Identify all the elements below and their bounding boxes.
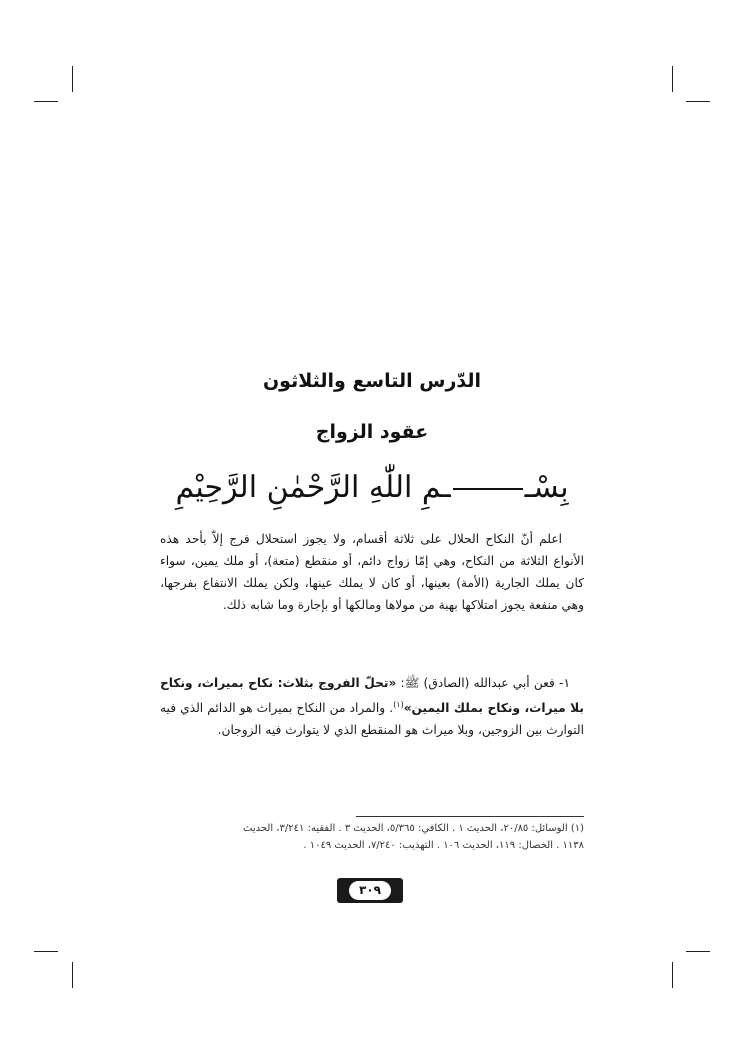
basmala-stretch-line [453,488,523,490]
body-paragraph-2 [160,672,584,741]
hadith-quote: «تحلّ الفروج بثلاث: نكاح بميراث، ونكاح بلا ميراث، ونكاح بملك اليمين» [160,676,584,716]
footnote [150,820,584,854]
crop-mark-bottom-right-vertical [672,962,673,988]
crop-mark-top-left-vertical [72,66,73,92]
footnote-separator [356,816,584,817]
crop-mark-bottom-left-vertical [72,962,73,988]
lesson-subtitle: عقود الزواج [315,421,429,443]
crop-mark-bottom-left-horizontal [34,951,58,952]
crop-mark-top-right-vertical [672,66,673,92]
basmala-end: ـمِ اللّٰهِ الرَّحْمٰنِ الرَّحِيْمِ [175,470,451,505]
crop-mark-top-right-horizontal [686,101,710,102]
page-number: ٣٠٩ [349,881,391,900]
body-paragraph-1: اعلم أنّ النكاح الحلال على ثلاثة أقسام، ولا يجوز استحلال فرج إلاّ بأحد هذه الأنواع الثلاثة من النكاح، وهي إمّا زواج دائم، أو منقطع (متعة)، أو ملك يمين، سواء كان يملك الجارية (الأمة) بعينها، أو كان لا يملك عينها، ولكن يملك الانتفاع بفرجها، وهي منفعة يجوز امتلاكها بهبة من مولاها ومالكها أو بإجارة وما شابه ذلك. [160,532,584,612]
footnote-line-2: ١١٣٨ . الخصال: ١١٩، الحديث ١٠٦ . التهذيب: ٧/٢٤٠، الحديث ١٠٤٩ . [303,840,584,851]
hadith-explanation: . والمراد من النكاح بميراث هو الدائم الذي فيه التوارث بين الزوجين، وبلا ميراث هو المنقطع الذي لا يتوارث فيه الزوجان. [160,701,584,738]
basmala-calligraphy [0,470,744,505]
basmala-start: بِسْـ [524,470,569,505]
footnote-line-1: (١) الوسائل: ٢٠/٨٥، الحديث ١ . الكافي: ٥/٣٦٥، الحديث ٣ . الفقيه: ٣/٢٤١، الحديث [243,823,584,834]
lesson-title: الدّرس التاسع والثلاثون [262,370,482,392]
page-number-badge [337,878,403,903]
footnote-marker: (١) [393,700,404,709]
hadith-intro: ١- فعن أبي عبدالله (الصادق) ﷺ: [400,676,571,690]
crop-mark-bottom-right-horizontal [686,951,710,952]
crop-mark-top-left-horizontal [34,101,58,102]
